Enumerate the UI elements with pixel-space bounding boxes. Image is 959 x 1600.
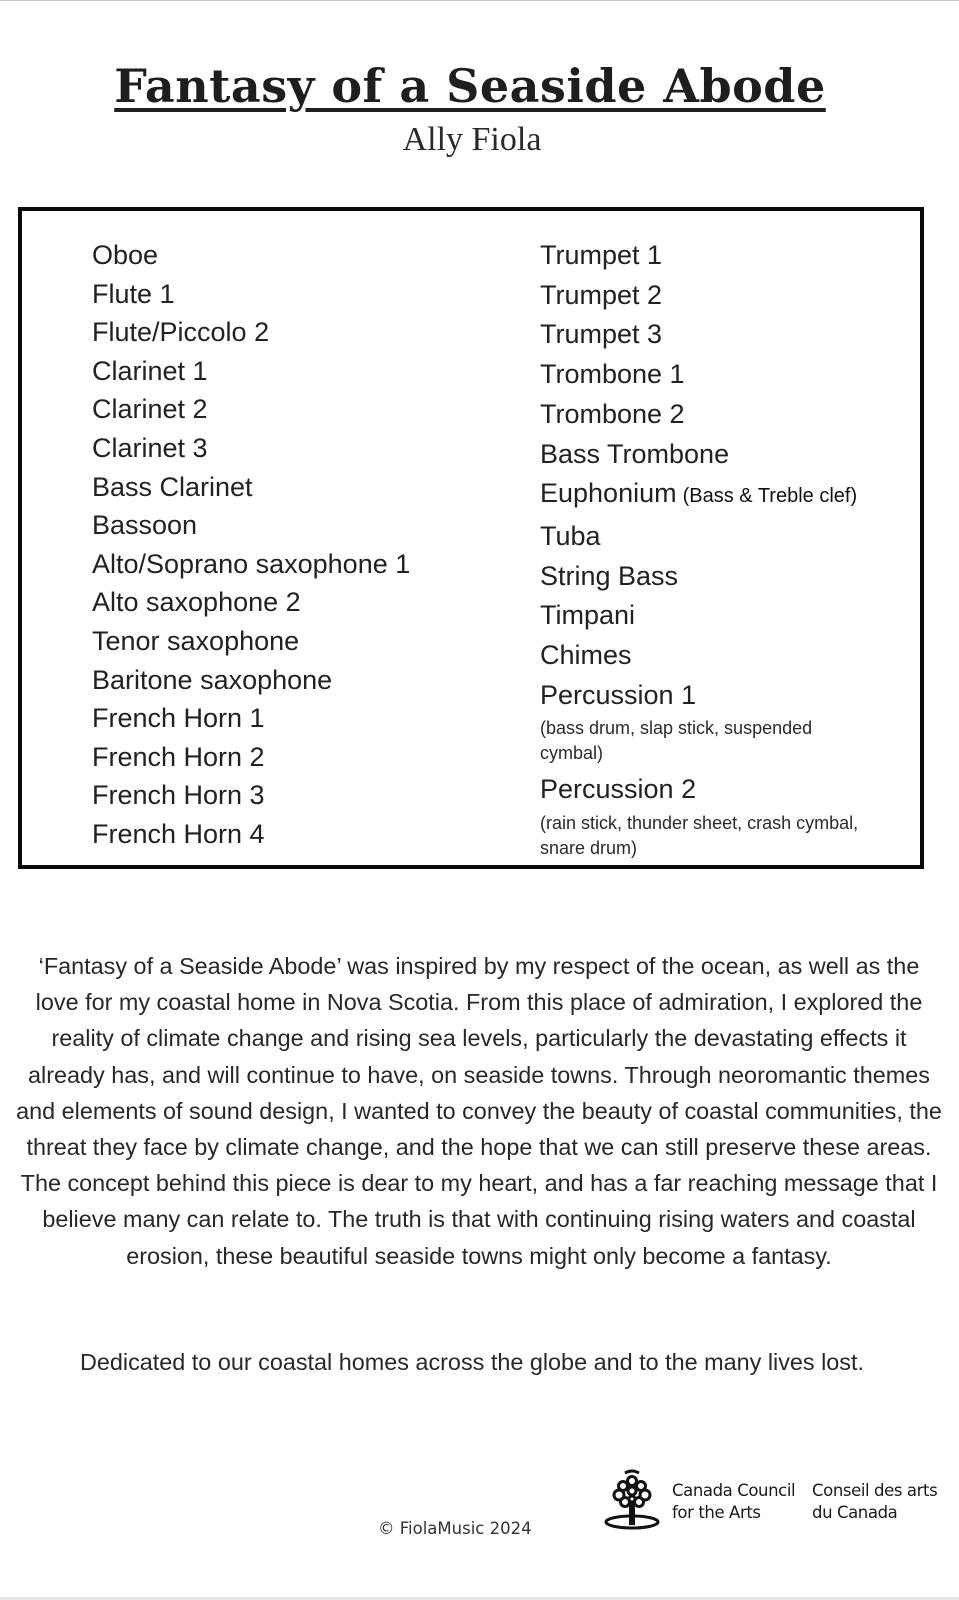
instrument-name: Euphonium	[540, 478, 677, 509]
instrument-note: (Bass & Treble clef)	[682, 485, 858, 508]
council-en-line1: Canada Council	[672, 1481, 796, 1500]
instrument-item: Tenor saxophone	[92, 625, 300, 656]
instrument-item-euphonium	[540, 474, 860, 517]
instrument-item: Alto saxophone 2	[92, 587, 301, 618]
instrument-item: Bassoon	[92, 510, 198, 541]
instrument-item: Percussion 2	[540, 774, 697, 805]
piece-title	[0, 56, 940, 116]
instrument-item: Bass Clarinet	[92, 471, 253, 502]
instrument-item: Trumpet 2	[540, 279, 663, 310]
instrument-item: Timpani	[540, 600, 636, 631]
instrument-item: Clarinet 3	[92, 432, 208, 463]
top-border	[0, 0, 959, 1]
instrument-item: French Horn 3	[92, 780, 265, 811]
copyright: © FiolaMusic 2024	[378, 1519, 532, 1538]
instrument-item: Clarinet 2	[92, 394, 208, 425]
instrument-item: Bass Trombone	[540, 438, 730, 469]
canada-council-tree-icon	[603, 1469, 661, 1531]
instrument-item: Flute/Piccolo 2	[92, 317, 270, 348]
canada-council-fr	[812, 1480, 937, 1524]
instrument-item: Tuba	[540, 520, 601, 551]
instrument-item: Clarinet 1	[92, 355, 208, 386]
council-en-line2: for the Arts	[672, 1503, 761, 1522]
dedication: Dedicated to our coastal homes across the globe and to the many lives lost.	[79, 1349, 865, 1375]
instrument-item: String Bass	[540, 560, 679, 591]
canada-council-en	[672, 1480, 795, 1524]
instrument-item: Chimes	[540, 640, 632, 671]
instrument-item: Flute 1	[92, 278, 175, 309]
instrument-item: Alto/Soprano saxophone 1	[92, 548, 411, 579]
instrument-item: French Horn 1	[92, 703, 265, 734]
instrument-list-right	[540, 236, 860, 865]
council-fr-line2: du Canada	[812, 1503, 898, 1522]
program-note: ‘Fantasy of a Seaside Abode’ was inspired by my respect of the ocean, as well as the love for my coastal home in Nova Scotia. From this place of admiration, I explored the reality of climate change and rising sea levels, particularly the devastating effects it already has, and will continue to have, on seaside towns. Through neoromantic themes and elements of sound design, I wanted to convey the beauty of coastal communities, the threat they face by climate change, and the hope that we can still preserve these areas. The concept behind this piece is dear to my heart, and has a far reaching message that I believe many can relate to. The truth is that with continuing rising waters and coastal erosion, these beautiful seaside towns might only become a fantasy.	[16, 953, 942, 1269]
council-fr-line1: Conseil des arts	[812, 1481, 938, 1500]
instrument-item: Oboe	[92, 240, 159, 270]
instrument-item: French Horn 2	[92, 741, 265, 772]
instrument-item: Trombone 1	[540, 359, 685, 390]
instrument-detail: (bass drum, slap stick, suspended cymbal)	[540, 718, 813, 764]
instrument-item: Trumpet 3	[540, 319, 663, 350]
instrument-detail: (rain stick, thunder sheet, crash cymbal, snare drum)	[540, 813, 859, 859]
instrument-list-left	[92, 236, 410, 854]
composer-name: Ally Fiola	[402, 121, 542, 158]
instrumentation-box	[18, 207, 924, 869]
instrument-item: Trumpet 1	[540, 240, 663, 270]
instrument-item: Trombone 2	[540, 398, 685, 429]
instrument-item: Baritone saxophone	[92, 664, 333, 695]
instrument-item: Percussion 1	[540, 679, 697, 710]
instrument-item: French Horn 4	[92, 818, 265, 849]
piece-title-text: Fantasy of a Seaside Abode	[114, 59, 826, 113]
